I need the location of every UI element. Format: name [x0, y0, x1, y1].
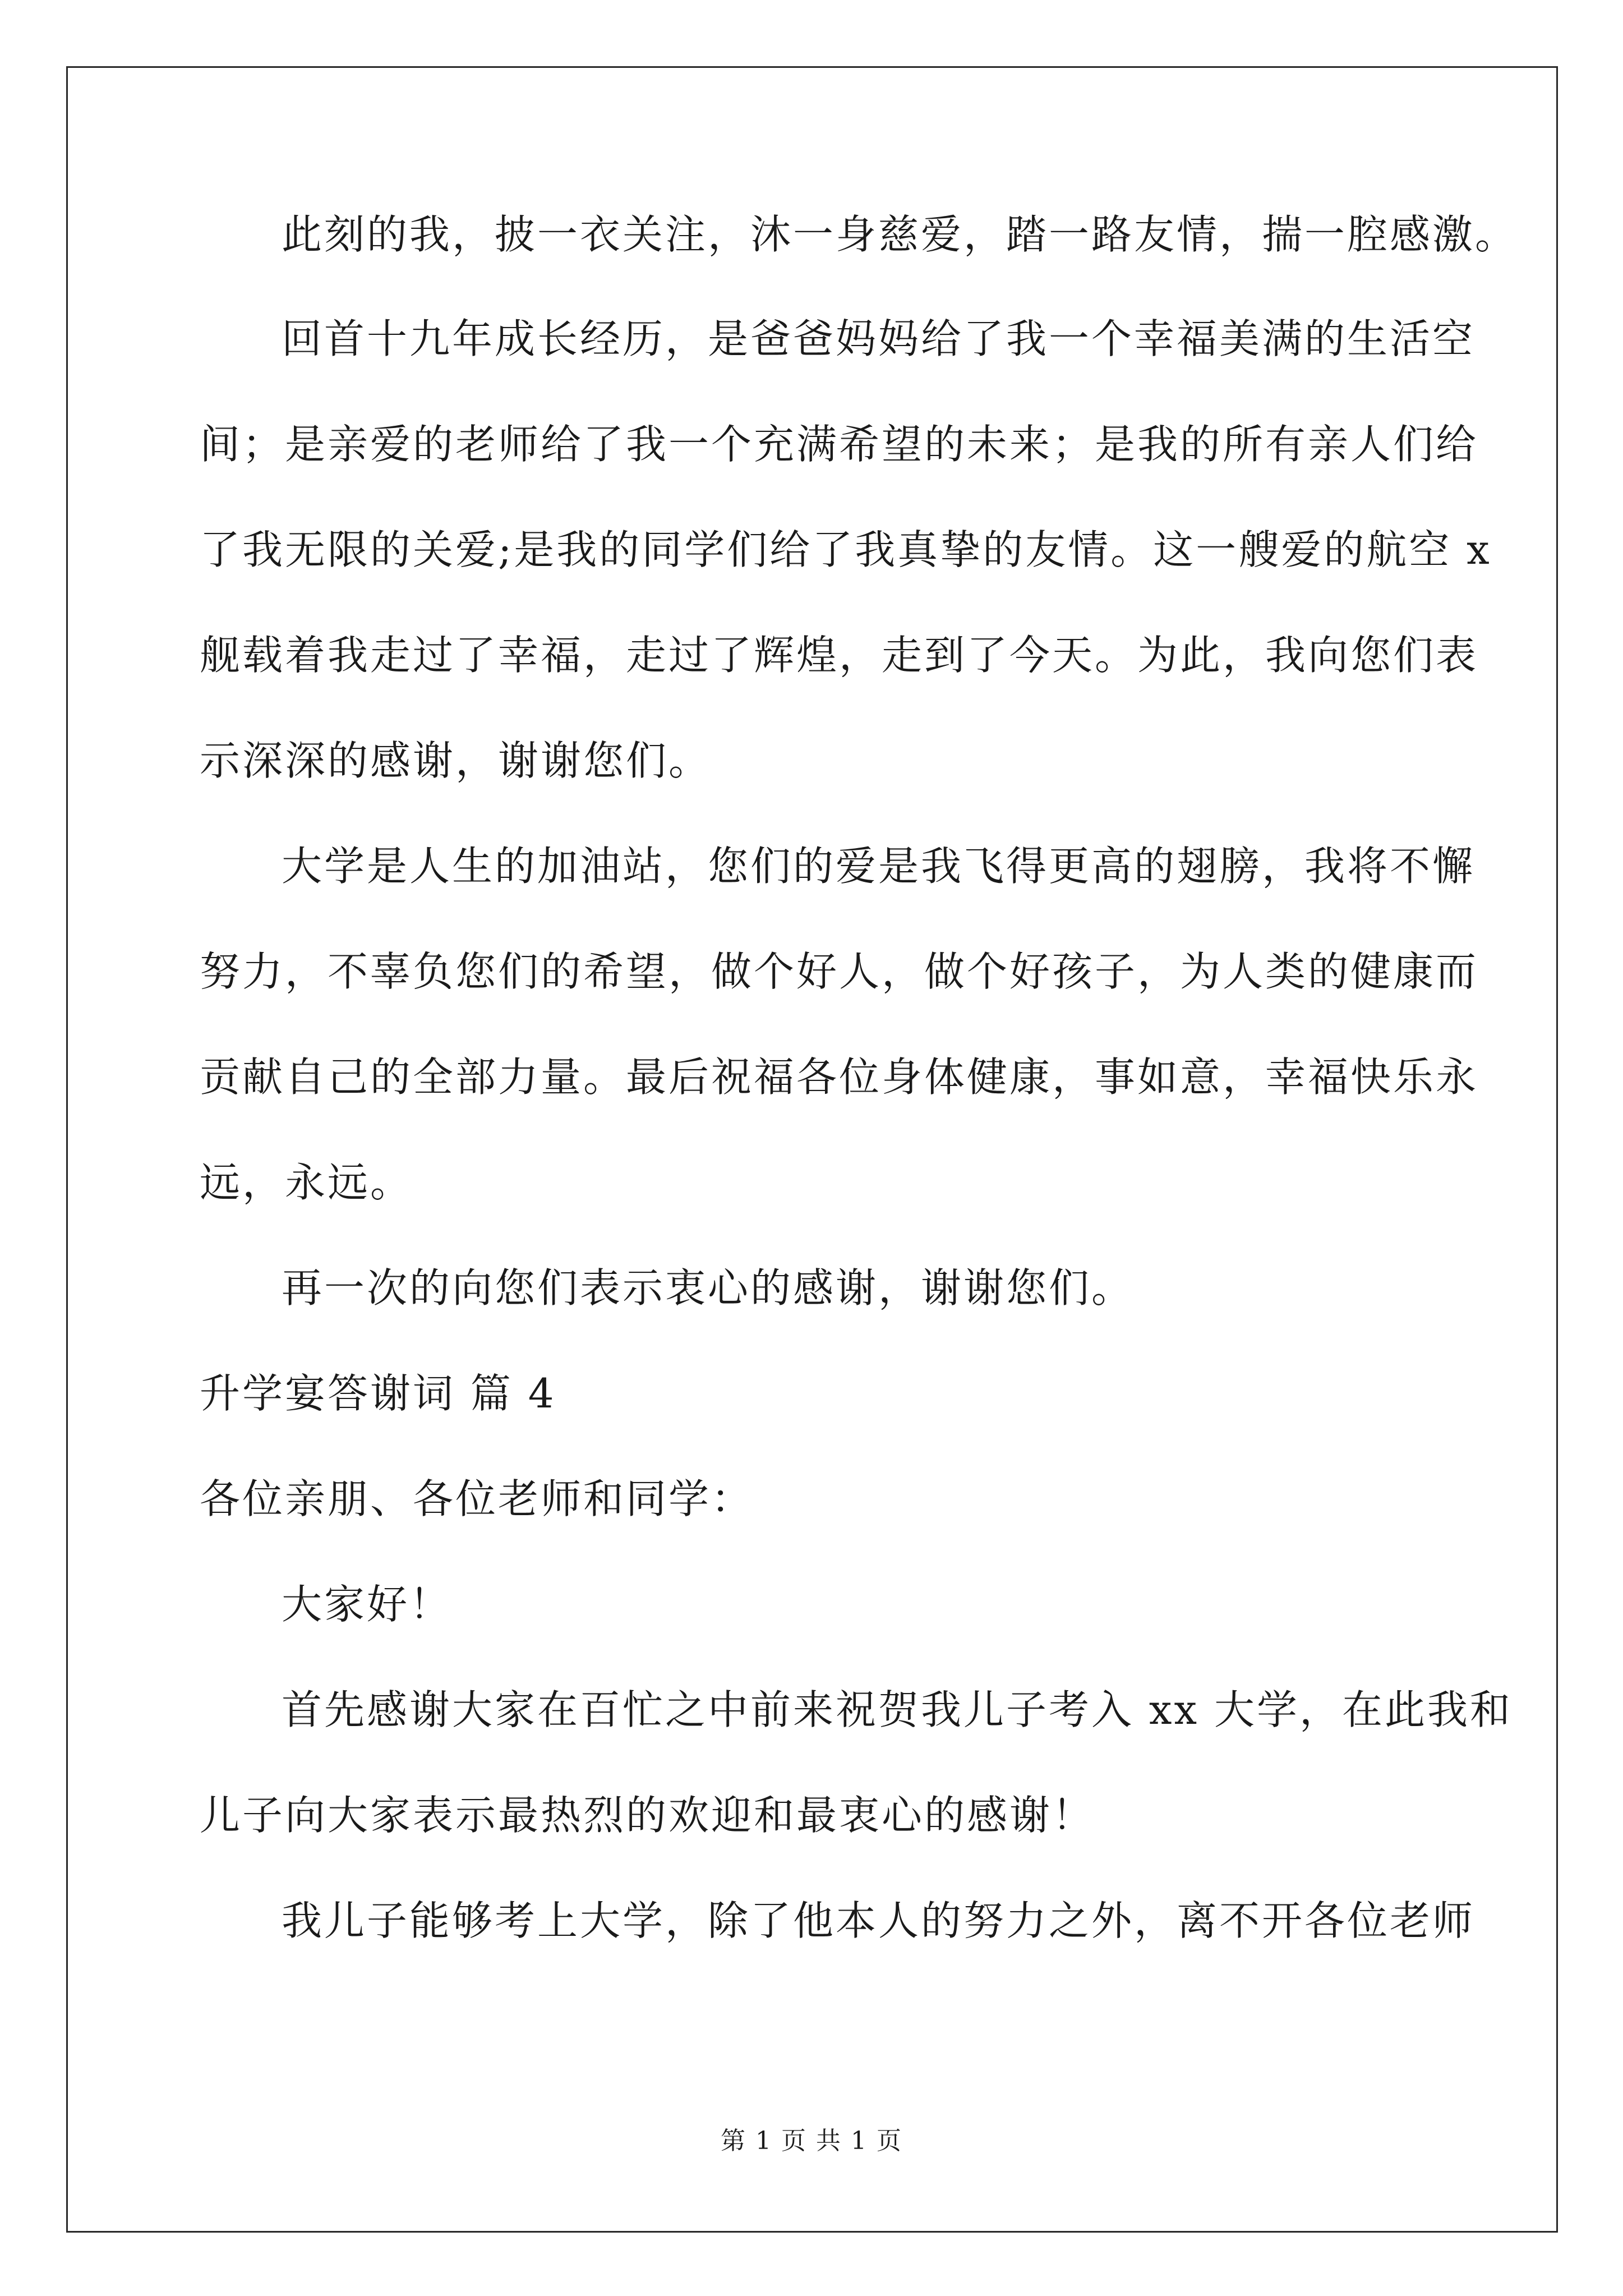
paragraph-line: 远，永远。: [200, 1159, 413, 1206]
paragraph-line: 了我无限的关爱;是我的同学们给了我真挚的友情。这一艘爱的航空 x: [200, 526, 1492, 573]
paragraph-line: 舰载着我走过了幸福，走过了辉煌，走到了今天。为此，我向您们表: [200, 632, 1479, 679]
salutation-line: 各位亲朋、各位老师和同学：: [200, 1475, 754, 1522]
paragraph-line: 我儿子能够考上大学，除了他本人的努力之外，离不开各位老师: [282, 1897, 1476, 1944]
paragraph-line: 再一次的向您们表示衷心的感谢，谢谢您们。: [282, 1264, 1135, 1312]
paragraph-line: 努力，不辜负您们的希望，做个好人，做个好孩子，为人类的健康而: [200, 948, 1479, 995]
paragraph-line: 儿子向大家表示最热烈的欢迎和最衷心的感谢！: [200, 1792, 1095, 1839]
page-footer: 第 1 页 共 1 页: [721, 2127, 902, 2155]
greeting-line: 大家好！: [282, 1581, 453, 1628]
paragraph-line: 贡献自己的全部力量。最后祝福各位身体健康，事如意，幸福快乐永: [200, 1053, 1479, 1101]
paragraph-line: 示深深的感谢，谢谢您们。: [200, 737, 712, 784]
paragraph-line: 间；是亲爱的老师给了我一个充满希望的未来；是我的所有亲人们给: [200, 421, 1479, 468]
paragraph-line: 回首十九年成长经历，是爸爸妈妈给了我一个幸福美满的生活空: [282, 315, 1476, 362]
section-heading: 升学宴答谢词 篇 4: [200, 1370, 556, 1417]
paragraph-line: 大学是人生的加油站，您们的爱是我飞得更高的翅膀，我将不懈: [282, 843, 1476, 890]
paragraph-line: 此刻的我，披一衣关注，沐一身慈爱，踏一路友情，揣一腔感激。: [282, 211, 1518, 258]
paragraph-line: 首先感谢大家在百忙之中前来祝贺我儿子考入 xx 大学，在此我和: [282, 1686, 1513, 1733]
